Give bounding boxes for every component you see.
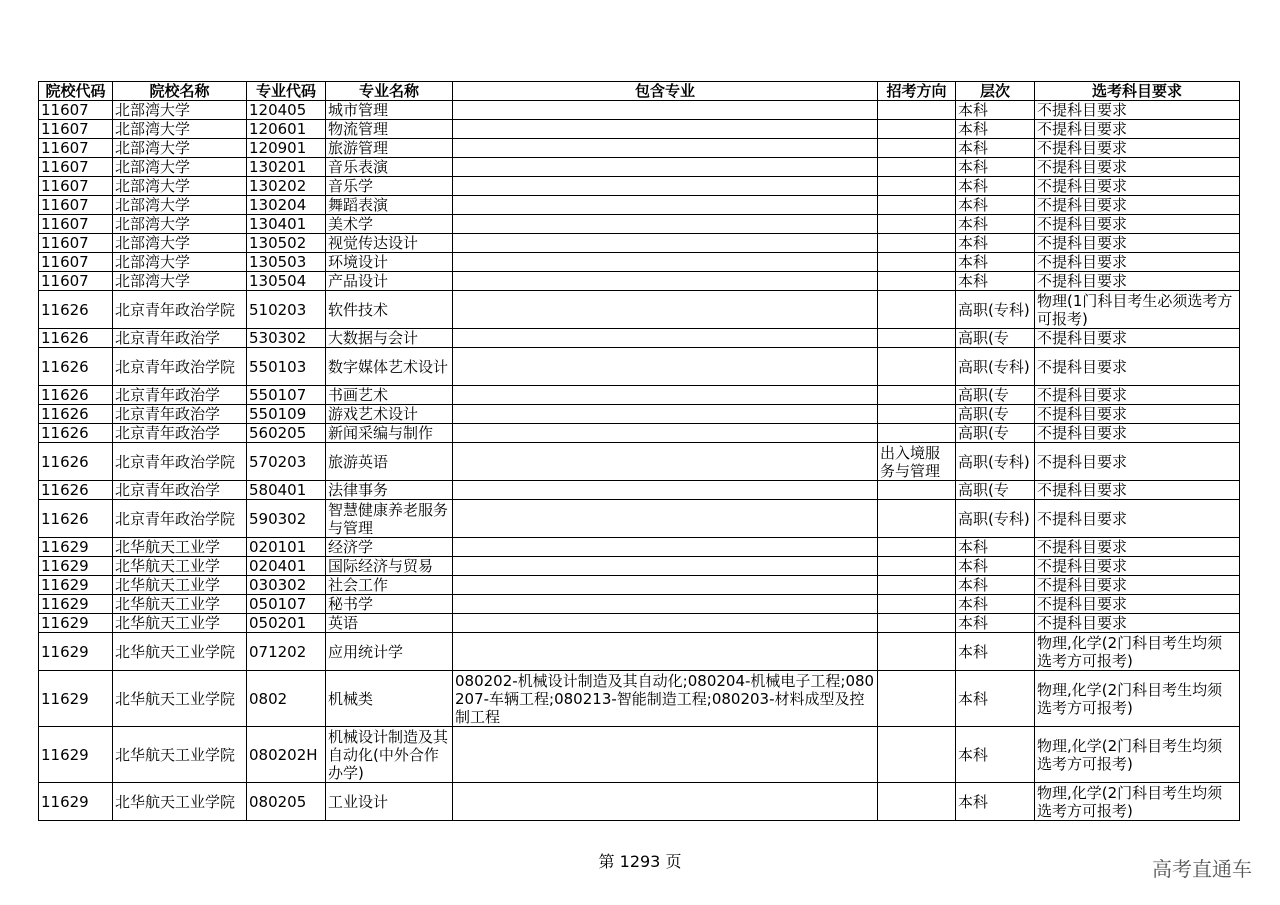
table-row	[39, 595, 1240, 614]
cell-level: 本科	[956, 783, 1035, 821]
table-row	[39, 177, 1240, 196]
table-row	[39, 783, 1240, 821]
cell-subject-requirement: 不提科目要求	[1035, 595, 1240, 614]
cell-level: 高职(专科)	[956, 500, 1035, 538]
header-included-majors: 包含专业	[453, 82, 878, 101]
cell-school-name: 北京青年政治学院	[113, 291, 247, 329]
cell-direction	[878, 405, 956, 424]
cell-major-code: 0802	[247, 671, 326, 727]
cell-included-majors	[453, 614, 878, 633]
cell-level: 本科	[956, 671, 1035, 727]
cell-subject-requirement: 物理,化学(2门科目考生均须选考方可报考)	[1035, 671, 1240, 727]
table-row	[39, 386, 1240, 405]
cell-direction	[878, 633, 956, 671]
cell-major-name: 工业设计	[326, 783, 453, 821]
cell-school-name: 北京青年政治学	[113, 424, 247, 443]
table-row	[39, 443, 1240, 481]
cell-school-code: 11629	[39, 557, 113, 576]
header-level: 层次	[956, 82, 1035, 101]
table-row	[39, 272, 1240, 291]
cell-direction	[878, 481, 956, 500]
cell-major-name: 社会工作	[326, 576, 453, 595]
table-row	[39, 158, 1240, 177]
cell-school-code: 11626	[39, 348, 113, 386]
cell-major-name: 机械类	[326, 671, 453, 727]
cell-level: 本科	[956, 120, 1035, 139]
cell-level: 高职(专	[956, 386, 1035, 405]
cell-level: 本科	[956, 196, 1035, 215]
cell-subject-requirement: 不提科目要求	[1035, 101, 1240, 120]
cell-subject-requirement: 不提科目要求	[1035, 481, 1240, 500]
cell-included-majors	[453, 177, 878, 196]
cell-major-name: 法律事务	[326, 481, 453, 500]
cell-school-code: 11607	[39, 234, 113, 253]
cell-direction	[878, 215, 956, 234]
table-row	[39, 633, 1240, 671]
cell-included-majors	[453, 120, 878, 139]
cell-subject-requirement: 不提科目要求	[1035, 234, 1240, 253]
cell-major-code: 120601	[247, 120, 326, 139]
cell-direction	[878, 424, 956, 443]
cell-included-majors	[453, 158, 878, 177]
cell-included-majors	[453, 633, 878, 671]
cell-major-code: 130503	[247, 253, 326, 272]
table-row	[39, 538, 1240, 557]
cell-subject-requirement: 不提科目要求	[1035, 215, 1240, 234]
cell-direction	[878, 196, 956, 215]
cell-included-majors	[453, 424, 878, 443]
cell-school-code: 11626	[39, 424, 113, 443]
cell-school-code: 11607	[39, 101, 113, 120]
table-row	[39, 234, 1240, 253]
cell-level: 本科	[956, 576, 1035, 595]
cell-level: 本科	[956, 101, 1035, 120]
table-row	[39, 481, 1240, 500]
cell-direction	[878, 158, 956, 177]
cell-level: 高职(专	[956, 481, 1035, 500]
cell-school-name: 北京青年政治学院	[113, 500, 247, 538]
cell-direction	[878, 234, 956, 253]
cell-school-code: 11607	[39, 215, 113, 234]
cell-included-majors	[453, 783, 878, 821]
cell-school-name: 北部湾大学	[113, 177, 247, 196]
cell-school-name: 北部湾大学	[113, 234, 247, 253]
cell-direction	[878, 272, 956, 291]
table-body	[39, 101, 1240, 821]
cell-school-code: 11607	[39, 196, 113, 215]
header-school-code: 院校代码	[39, 82, 113, 101]
table-row	[39, 576, 1240, 595]
cell-direction	[878, 348, 956, 386]
cell-school-name: 北部湾大学	[113, 158, 247, 177]
header-row	[39, 82, 1240, 101]
cell-level: 本科	[956, 215, 1035, 234]
cell-school-name: 北部湾大学	[113, 139, 247, 158]
cell-major-name: 数字媒体艺术设计	[326, 348, 453, 386]
cell-subject-requirement: 不提科目要求	[1035, 538, 1240, 557]
cell-major-code: 020401	[247, 557, 326, 576]
cell-major-name: 产品设计	[326, 272, 453, 291]
cell-school-code: 11629	[39, 614, 113, 633]
cell-major-code: 530302	[247, 329, 326, 348]
cell-subject-requirement: 物理(1门科目考生必须选考方可报考)	[1035, 291, 1240, 329]
cell-major-code: 130204	[247, 196, 326, 215]
cell-school-name: 北部湾大学	[113, 120, 247, 139]
cell-major-code: 550109	[247, 405, 326, 424]
cell-major-code: 580401	[247, 481, 326, 500]
cell-major-name: 音乐表演	[326, 158, 453, 177]
table-row	[39, 196, 1240, 215]
cell-direction	[878, 101, 956, 120]
cell-school-code: 11629	[39, 538, 113, 557]
cell-direction	[878, 614, 956, 633]
cell-subject-requirement: 物理,化学(2门科目考生均须选考方可报考)	[1035, 783, 1240, 821]
cell-level: 高职(专	[956, 424, 1035, 443]
cell-subject-requirement: 不提科目要求	[1035, 405, 1240, 424]
cell-school-name: 北部湾大学	[113, 272, 247, 291]
cell-school-name: 北华航天工业学院	[113, 671, 247, 727]
cell-major-name: 应用统计学	[326, 633, 453, 671]
cell-level: 本科	[956, 633, 1035, 671]
cell-level: 本科	[956, 272, 1035, 291]
cell-major-name: 城市管理	[326, 101, 453, 120]
cell-school-code: 11607	[39, 158, 113, 177]
cell-school-code: 11626	[39, 481, 113, 500]
cell-major-name: 机械设计制造及其自动化(中外合作办学)	[326, 727, 453, 783]
table-row	[39, 120, 1240, 139]
cell-subject-requirement: 不提科目要求	[1035, 120, 1240, 139]
cell-level: 本科	[956, 253, 1035, 272]
cell-included-majors	[453, 727, 878, 783]
cell-subject-requirement: 不提科目要求	[1035, 443, 1240, 481]
cell-subject-requirement: 不提科目要求	[1035, 329, 1240, 348]
cell-school-code: 11629	[39, 671, 113, 727]
cell-included-majors	[453, 234, 878, 253]
cell-school-code: 11607	[39, 177, 113, 196]
header-school-name: 院校名称	[113, 82, 247, 101]
cell-major-code: 570203	[247, 443, 326, 481]
table-row	[39, 614, 1240, 633]
cell-school-code: 11626	[39, 443, 113, 481]
cell-direction	[878, 253, 956, 272]
cell-direction	[878, 538, 956, 557]
cell-major-name: 旅游管理	[326, 139, 453, 158]
cell-direction	[878, 291, 956, 329]
cell-major-code: 130504	[247, 272, 326, 291]
cell-school-code: 11629	[39, 633, 113, 671]
table-row	[39, 405, 1240, 424]
cell-level: 本科	[956, 177, 1035, 196]
cell-school-code: 11626	[39, 291, 113, 329]
cell-included-majors	[453, 557, 878, 576]
cell-school-name: 北京青年政治学院	[113, 348, 247, 386]
cell-school-name: 北华航天工业学	[113, 595, 247, 614]
cell-included-majors	[453, 253, 878, 272]
cell-subject-requirement: 不提科目要求	[1035, 557, 1240, 576]
cell-subject-requirement: 不提科目要求	[1035, 253, 1240, 272]
cell-school-name: 北京青年政治学	[113, 405, 247, 424]
cell-major-name: 新闻采编与制作	[326, 424, 453, 443]
cell-school-code: 11629	[39, 576, 113, 595]
cell-school-name: 北部湾大学	[113, 253, 247, 272]
cell-school-code: 11626	[39, 329, 113, 348]
cell-included-majors	[453, 101, 878, 120]
cell-major-name: 音乐学	[326, 177, 453, 196]
table-row	[39, 557, 1240, 576]
table-row	[39, 101, 1240, 120]
cell-level: 本科	[956, 538, 1035, 557]
cell-subject-requirement: 不提科目要求	[1035, 158, 1240, 177]
cell-major-name: 智慧健康养老服务与管理	[326, 500, 453, 538]
cell-school-code: 11629	[39, 595, 113, 614]
cell-major-code: 130502	[247, 234, 326, 253]
cell-level: 本科	[956, 595, 1035, 614]
cell-major-name: 游戏艺术设计	[326, 405, 453, 424]
cell-school-name: 北华航天工业学	[113, 538, 247, 557]
cell-school-name: 北华航天工业学院	[113, 727, 247, 783]
table-row	[39, 139, 1240, 158]
cell-major-name: 物流管理	[326, 120, 453, 139]
table-row	[39, 253, 1240, 272]
table-row	[39, 727, 1240, 783]
cell-major-code: 130201	[247, 158, 326, 177]
cell-major-code: 020101	[247, 538, 326, 557]
cell-direction	[878, 386, 956, 405]
cell-school-code: 11607	[39, 253, 113, 272]
cell-major-code: 510203	[247, 291, 326, 329]
cell-major-code: 071202	[247, 633, 326, 671]
cell-level: 本科	[956, 234, 1035, 253]
cell-major-code: 120901	[247, 139, 326, 158]
cell-school-code: 11626	[39, 405, 113, 424]
cell-major-code: 130202	[247, 177, 326, 196]
cell-school-code: 11629	[39, 783, 113, 821]
cell-school-name: 北京青年政治学院	[113, 443, 247, 481]
cell-level: 高职(专	[956, 405, 1035, 424]
cell-included-majors	[453, 538, 878, 557]
cell-school-code: 11629	[39, 727, 113, 783]
cell-direction	[878, 595, 956, 614]
cell-included-majors	[453, 386, 878, 405]
watermark: 高考直通车	[1152, 857, 1252, 881]
cell-major-name: 国际经济与贸易	[326, 557, 453, 576]
cell-school-code: 11607	[39, 139, 113, 158]
cell-direction	[878, 177, 956, 196]
cell-major-code: 050107	[247, 595, 326, 614]
cell-included-majors	[453, 272, 878, 291]
cell-subject-requirement: 不提科目要求	[1035, 348, 1240, 386]
cell-direction	[878, 329, 956, 348]
cell-included-majors	[453, 481, 878, 500]
table-row	[39, 424, 1240, 443]
cell-included-majors	[453, 405, 878, 424]
cell-major-name: 书画艺术	[326, 386, 453, 405]
admission-table	[38, 81, 1240, 821]
cell-included-majors	[453, 443, 878, 481]
header-subject-requirement: 选考科目要求	[1035, 82, 1240, 101]
cell-major-code: 080205	[247, 783, 326, 821]
cell-included-majors	[453, 595, 878, 614]
cell-major-code: 130401	[247, 215, 326, 234]
cell-direction	[878, 576, 956, 595]
cell-school-code: 11607	[39, 272, 113, 291]
cell-included-majors	[453, 348, 878, 386]
cell-major-code: 120405	[247, 101, 326, 120]
cell-subject-requirement: 不提科目要求	[1035, 196, 1240, 215]
cell-subject-requirement: 不提科目要求	[1035, 576, 1240, 595]
cell-level: 本科	[956, 158, 1035, 177]
table-row	[39, 291, 1240, 329]
cell-subject-requirement: 不提科目要求	[1035, 386, 1240, 405]
cell-direction	[878, 139, 956, 158]
cell-major-code: 030302	[247, 576, 326, 595]
cell-school-name: 北京青年政治学	[113, 386, 247, 405]
cell-major-code: 560205	[247, 424, 326, 443]
cell-school-name: 北部湾大学	[113, 196, 247, 215]
cell-direction	[878, 783, 956, 821]
cell-major-name: 舞蹈表演	[326, 196, 453, 215]
cell-school-name: 北部湾大学	[113, 215, 247, 234]
cell-major-name: 环境设计	[326, 253, 453, 272]
cell-included-majors	[453, 196, 878, 215]
cell-included-majors	[453, 139, 878, 158]
cell-school-name: 北华航天工业学	[113, 557, 247, 576]
cell-subject-requirement: 物理,化学(2门科目考生均须选考方可报考)	[1035, 633, 1240, 671]
cell-included-majors	[453, 576, 878, 595]
cell-subject-requirement: 不提科目要求	[1035, 500, 1240, 538]
cell-major-code: 080202H	[247, 727, 326, 783]
cell-subject-requirement: 不提科目要求	[1035, 614, 1240, 633]
cell-included-majors	[453, 291, 878, 329]
cell-subject-requirement: 物理,化学(2门科目考生均须选考方可报考)	[1035, 727, 1240, 783]
cell-major-name: 软件技术	[326, 291, 453, 329]
cell-school-name: 北华航天工业学	[113, 576, 247, 595]
cell-included-majors	[453, 215, 878, 234]
cell-major-name: 旅游英语	[326, 443, 453, 481]
header-major-code: 专业代码	[247, 82, 326, 101]
cell-level: 本科	[956, 557, 1035, 576]
table-row	[39, 329, 1240, 348]
cell-school-name: 北京青年政治学	[113, 481, 247, 500]
cell-subject-requirement: 不提科目要求	[1035, 177, 1240, 196]
cell-direction	[878, 727, 956, 783]
cell-major-code: 590302	[247, 500, 326, 538]
cell-level: 本科	[956, 139, 1035, 158]
cell-major-name: 英语	[326, 614, 453, 633]
cell-major-code: 550103	[247, 348, 326, 386]
cell-major-name: 美术学	[326, 215, 453, 234]
cell-major-name: 秘书学	[326, 595, 453, 614]
cell-level: 高职(专	[956, 329, 1035, 348]
cell-level: 高职(专科)	[956, 348, 1035, 386]
cell-included-majors	[453, 329, 878, 348]
cell-direction	[878, 671, 956, 727]
cell-subject-requirement: 不提科目要求	[1035, 424, 1240, 443]
cell-school-code: 11607	[39, 120, 113, 139]
page-number: 第 1293 页	[598, 852, 682, 871]
cell-level: 本科	[956, 614, 1035, 633]
cell-school-code: 11626	[39, 386, 113, 405]
cell-subject-requirement: 不提科目要求	[1035, 272, 1240, 291]
table-row	[39, 215, 1240, 234]
cell-included-majors	[453, 500, 878, 538]
cell-major-code: 550107	[247, 386, 326, 405]
cell-school-name: 北华航天工业学院	[113, 783, 247, 821]
cell-level: 高职(专科)	[956, 291, 1035, 329]
cell-school-code: 11626	[39, 500, 113, 538]
cell-school-name: 北京青年政治学	[113, 329, 247, 348]
table-row	[39, 500, 1240, 538]
header-direction: 招考方向	[878, 82, 956, 101]
cell-direction	[878, 120, 956, 139]
cell-level: 高职(专科)	[956, 443, 1035, 481]
cell-major-name: 视觉传达设计	[326, 234, 453, 253]
cell-level: 本科	[956, 727, 1035, 783]
cell-included-majors: 080202-机械设计制造及其自动化;080204-机械电子工程;080207-车辆工程;080213-智能制造工程;080203-材料成型及控制工程	[453, 671, 878, 727]
cell-school-name: 北华航天工业学院	[113, 633, 247, 671]
table-row	[39, 348, 1240, 386]
cell-direction: 出入境服务与管理	[878, 443, 956, 481]
cell-major-name: 大数据与会计	[326, 329, 453, 348]
cell-school-name: 北华航天工业学	[113, 614, 247, 633]
cell-direction	[878, 557, 956, 576]
cell-major-code: 050201	[247, 614, 326, 633]
cell-major-name: 经济学	[326, 538, 453, 557]
table-row	[39, 671, 1240, 727]
cell-direction	[878, 500, 956, 538]
cell-school-name: 北部湾大学	[113, 101, 247, 120]
header-major-name: 专业名称	[326, 82, 453, 101]
cell-subject-requirement: 不提科目要求	[1035, 139, 1240, 158]
